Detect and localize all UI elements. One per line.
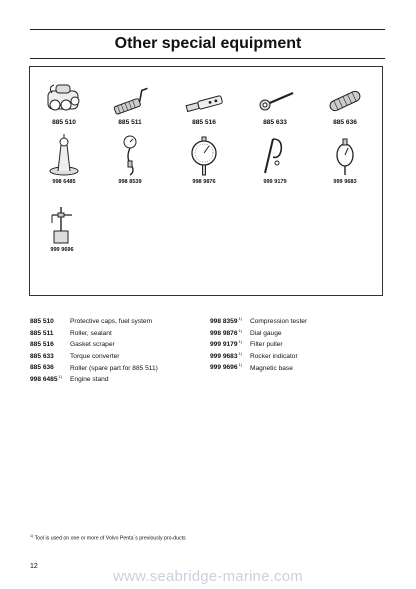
tools-illustration-frame — [29, 66, 383, 296]
tool-code: 885 516 — [192, 119, 216, 126]
tool-code: 998 8539 — [118, 179, 142, 185]
watermark-link[interactable]: www.seabridge-marine.com — [113, 568, 303, 585]
page-title: Other special equipment — [114, 35, 302, 52]
tool-code: 999 9696 — [50, 247, 74, 253]
list-item: 885 516 Gasket scraper — [30, 341, 115, 349]
list-item: 998 8359$^{1)}$ Compression tester — [210, 316, 308, 326]
tool-code: 999 9683 — [333, 179, 357, 185]
tool-885-511 — [100, 81, 160, 126]
tool-885-510 — [34, 81, 94, 126]
tool-code: 998 6485 — [52, 179, 76, 185]
roller-spare-part-icon — [323, 81, 367, 117]
parts-list-left — [30, 316, 158, 386]
tool-code: 998 9876 — [192, 179, 216, 185]
torque-converter-icon — [253, 81, 297, 117]
gasket-scraper-icon — [182, 81, 226, 117]
tool-code: 885 510 — [52, 119, 76, 126]
tool-998-9876 — [174, 133, 234, 185]
roller-icon — [108, 81, 152, 117]
list-item: 885 633 Torque converter — [30, 352, 120, 360]
filter-puller-icon — [253, 133, 297, 177]
magnetic-base-icon — [40, 205, 84, 245]
list-item: 885 510 Protective caps, fuel system — [30, 318, 153, 326]
tool-885-633 — [245, 81, 305, 126]
list-item: 998 6485$^{1)}$ Engine stand — [30, 373, 109, 384]
rocker-indicator-icon — [323, 133, 367, 177]
list-item: 999 9179$^{1)}$ Filter puller — [210, 339, 283, 349]
tool-999-9179 — [245, 133, 305, 185]
list-item: 999 9696$^{1)}$ Magnetic base — [210, 362, 293, 372]
title-underline — [30, 58, 385, 59]
tool-code: 999 9179 — [263, 179, 287, 185]
tool-998-8539 — [100, 133, 160, 185]
tool-code: 885 511 — [118, 119, 142, 126]
tool-code: 885 636 — [333, 119, 357, 126]
tool-885-516 — [174, 81, 234, 126]
dial-gauge-icon — [182, 133, 226, 177]
list-item: 998 9876$^{1)}$ Dial gauge — [210, 327, 282, 337]
tool-998-6485 — [34, 133, 94, 185]
list-item: 885 636 Roller (spare part for 885 511) — [30, 364, 158, 372]
tool-999-9696 — [32, 205, 92, 253]
engine-stand-icon — [42, 133, 86, 177]
parts-list-right — [210, 316, 307, 374]
footnote: $^{1)}$ Tool is used on one or more of Volvo Penta´s previously pro-ducts — [30, 534, 186, 542]
tool-999-9683 — [315, 133, 375, 185]
list-item: 999 9683$^{1)}$ Rocker indicator — [210, 350, 298, 360]
protective-caps-icon — [42, 81, 86, 117]
top-rule — [30, 29, 385, 30]
tool-885-636 — [315, 81, 375, 126]
tool-code: 885 633 — [263, 119, 287, 126]
list-item: 885 511 Roller, sealant — [30, 329, 112, 337]
page-number: 12 — [30, 563, 38, 570]
compression-tester-icon — [108, 133, 152, 177]
